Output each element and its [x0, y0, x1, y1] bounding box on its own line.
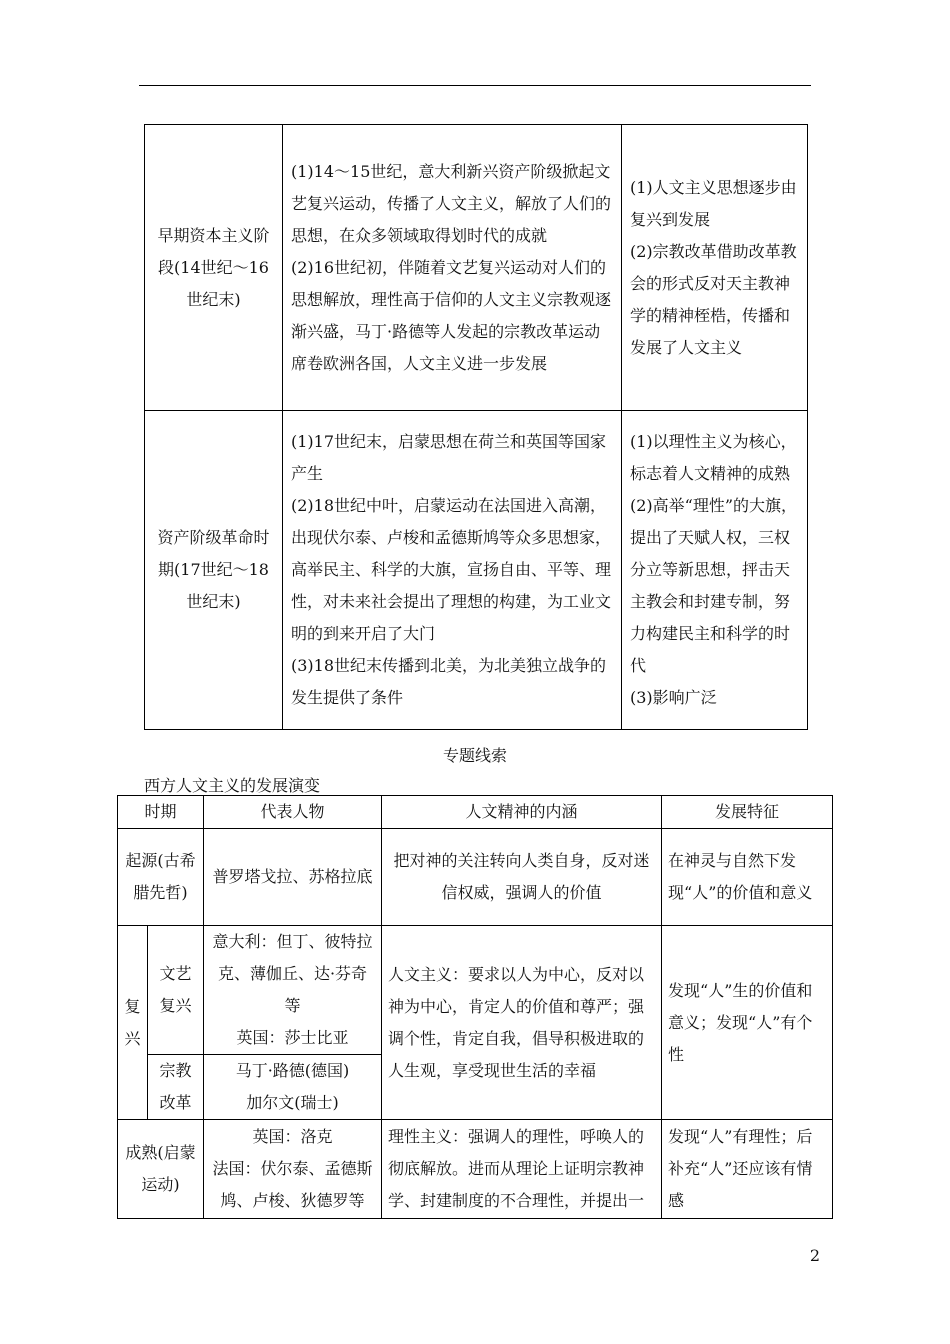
- section-caption: 专题线索: [442, 746, 507, 765]
- humanism-evolution-table: [117, 795, 833, 1219]
- stage-cell: 早期资本主义阶段(14世纪～16世纪末): [145, 125, 283, 411]
- content-cell: 理性主义：强调人的理性，呼唤人的彻底解放。进而从理论上证明宗教神学、封建制度的不合理性，并提出一: [382, 1120, 662, 1219]
- header-period: 时期: [118, 796, 204, 829]
- people-cell: 英国：洛克 法国：伏尔泰、孟德斯鸠、卢梭、狄德罗等: [204, 1120, 382, 1219]
- header-rule: [139, 85, 811, 86]
- header-feature: 发展特征: [662, 796, 833, 829]
- sub-period-cell: 宗教改革: [148, 1055, 204, 1120]
- header-content: 人文精神的内涵: [382, 796, 662, 829]
- feature-cell: 发现“人”生的价值和意义；发现“人”有个性: [662, 926, 833, 1120]
- table-row: [118, 1120, 833, 1219]
- sub-period-cell: 文艺复兴: [148, 926, 204, 1055]
- people-cell: 意大利：但丁、彼特拉克、薄伽丘、达·芬奇等 英国：莎士比亚: [204, 926, 382, 1055]
- table-row: [118, 829, 833, 926]
- table-header-row: [118, 796, 833, 829]
- period-cell: 成熟(启蒙运动): [118, 1120, 204, 1219]
- table-row: [118, 926, 833, 1055]
- description-cell: (1)14～15世纪，意大利新兴资产阶级掀起文艺复兴运动，传播了人文主义，解放了人们的思想，在众多领域取得划时代的成就 (2)16世纪初，伴随着文艺复兴运动对人们的思想解放，理性高于信仰的人文主义宗教观逐渐兴盛，马丁·路德等人发起的宗教改革运动席卷欧洲各国，人文主义进一步发展: [283, 125, 622, 411]
- content-cell: 人文主义：要求以人为中心，反对以神为中心，肯定人的价值和尊严；强调个性，肯定自我，倡导积极进取的人生观，享受现世生活的幸福: [382, 926, 662, 1120]
- people-cell: 普罗塔戈拉、苏格拉底: [204, 829, 382, 926]
- trait-cell: (1)以理性主义为核心，标志着人文精神的成熟 (2)高举“理性”的大旗，提出了天赋人权，三权分立等新思想，抨击天主教会和封建专制，努力构建民主和科学的时代 (3)影响广泛: [622, 411, 808, 730]
- description-cell: (1)17世纪末，启蒙思想在荷兰和英国等国家产生 (2)18世纪中叶，启蒙运动在法国进入高潮，出现伏尔泰、卢梭和孟德斯鸠等众多思想家，高举民主、科学的大旗，宣扬自由、平等、理性，对未来社会提出了理想的构建，为工业文明的到来开启了大门 (3)18世纪末传播到北美，为北美独立战争的发生提供了条件: [283, 411, 622, 730]
- content-cell: 把对神的关注转向人类自身，反对迷信权威，强调人的价值: [382, 829, 662, 926]
- development-stages-table: [144, 124, 808, 730]
- period-cell: 起源(古希腊先哲): [118, 829, 204, 926]
- feature-cell: 在神灵与自然下发现“人”的价值和意义: [662, 829, 833, 926]
- page-number: 2: [809, 1246, 820, 1265]
- table-row: [145, 125, 808, 411]
- feature-cell: 发现“人”有理性；后补充“人”还应该有情感: [662, 1120, 833, 1219]
- stage-cell: 资产阶级革命时期(17世纪～18世纪末): [145, 411, 283, 730]
- header-people: 代表人物: [204, 796, 382, 829]
- table-row: [145, 411, 808, 730]
- trait-cell: (1)人文主义思想逐步由复兴到发展 (2)宗教改革借助改革教会的形式反对天主教神学的精神桎梏，传播和发展了人文主义: [622, 125, 808, 411]
- people-cell: 马丁·路德(德国) 加尔文(瑞士): [204, 1055, 382, 1120]
- period-cell: 复兴: [118, 926, 148, 1120]
- table-subtitle: 西方人文主义的发展演变: [144, 776, 321, 795]
